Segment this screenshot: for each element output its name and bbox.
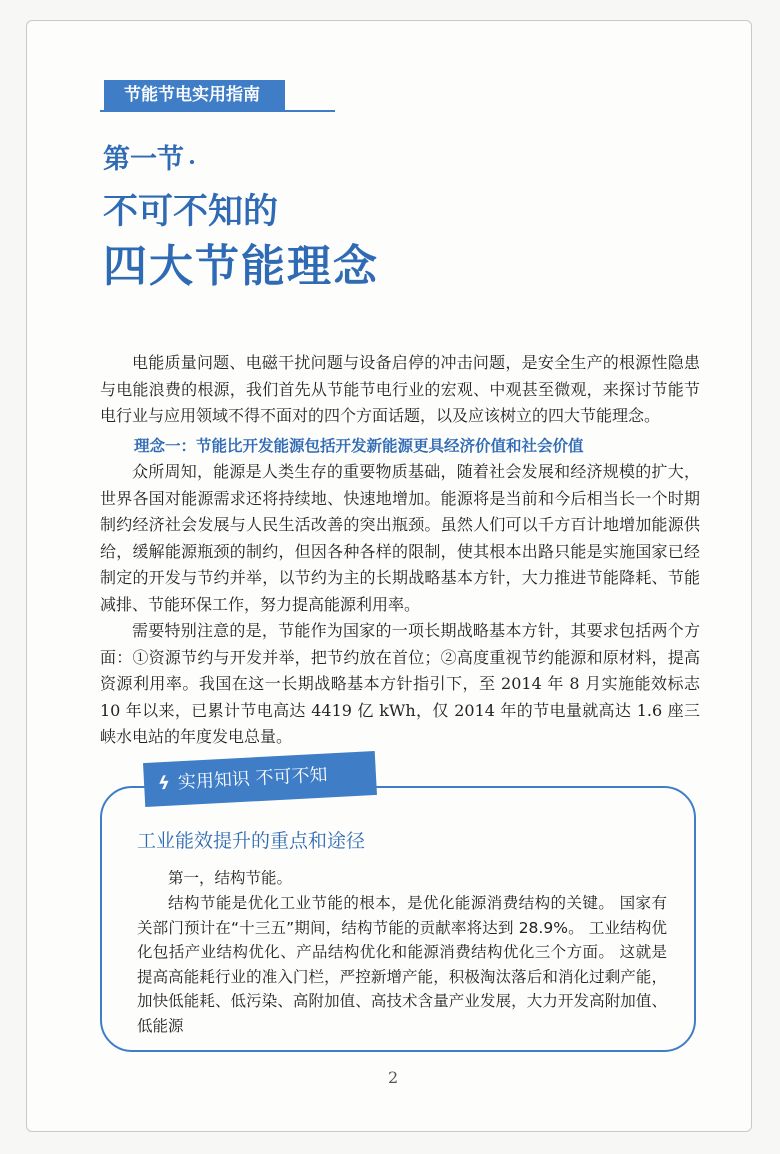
concept-heading: 理念一：节能比开发能源包括开发新能源更具经济价值和社会价值 [134,437,584,455]
concept-body-block [100,459,700,751]
concept-paragraph-2: 需要特别注意的是，节能作为国家的一项长期战略基本方针，其要求包括两个方面：①资源节约与开发并举，把节约放在首位；②高度重视节约能源和原材料，提高资源利用率。我国在这一长期战略基本方针指引下，至 2014 年 8 月实施能效标志 10 年以来，已累计节电高达 4419 亿 kWh，仅 2014 年的节电量就高达 1.6 座三峡水电站的年度发电总量。 [100,621,700,746]
intro-paragraph: 电能质量问题、电磁干扰问题与设备启停的冲击问题，是安全生产的根源性隐患与电能浪费的根源，我们首先从节能节电行业的宏观、中观甚至微观，来探讨节能节电行业与应用领域不得不面对的四个方面话题，以及应该树立的四大节能理念。 [100,353,700,425]
lightning-icon: ϟ [157,772,171,795]
page-number: 2 [388,1068,399,1087]
knowledge-item-heading: 第一，结构节能。 [168,869,293,887]
section-label: 第一节 [103,144,184,175]
concept-paragraph-1: 众所周知，能源是人类生存的重要物质基础，随着社会发展和经济规模的扩大，世界各国对能源需求还将持续地、快速地增加。能源将是当前和今后相当长一个时期制约经济社会发展与人民生活改善的突出瓶颈。虽然人们可以千方百计地增加能源供给，缓解能源瓶颈的制约，但因各种各样的限制，使其根本出路只能是实施国家已经制定的开发与节约并举，以节约为主的长期战略基本方针，大力推进节能降耗、节能减排、节能环保工作，努力提高能源利用率。 [100,462,700,614]
section-dot [190,160,194,164]
header-rule [100,110,335,112]
chapter-title-line-2: 四大节能理念 [103,241,379,292]
knowledge-tag-label: 实用知识 不可不知 [177,764,329,794]
intro-paragraph-block [100,350,700,430]
knowledge-item-text: 结构节能是优化工业节能的根本，是优化能源消费结构的关键。 国家有关部门预计在“十三五”期间，结构节能的贡献率将达到 28.9%。 工业结构优化包括产业结构优化、产品结构优化和能源消费结构优化三个方面。 这就是提高高能耗行业的准入门栏，严控新增产能，积极淘汰落后和消化过剩产能，加快低能耗、低污染、高附加值、高技术含量产业发展，大力开发高附加值、低能源 [137,894,667,1035]
knowledge-box-title: 工业能效提升的重点和途径 [137,830,366,852]
running-header: 节能节电实用指南 [100,80,285,110]
chapter-title-line-1: 不可不知的 [103,192,279,232]
